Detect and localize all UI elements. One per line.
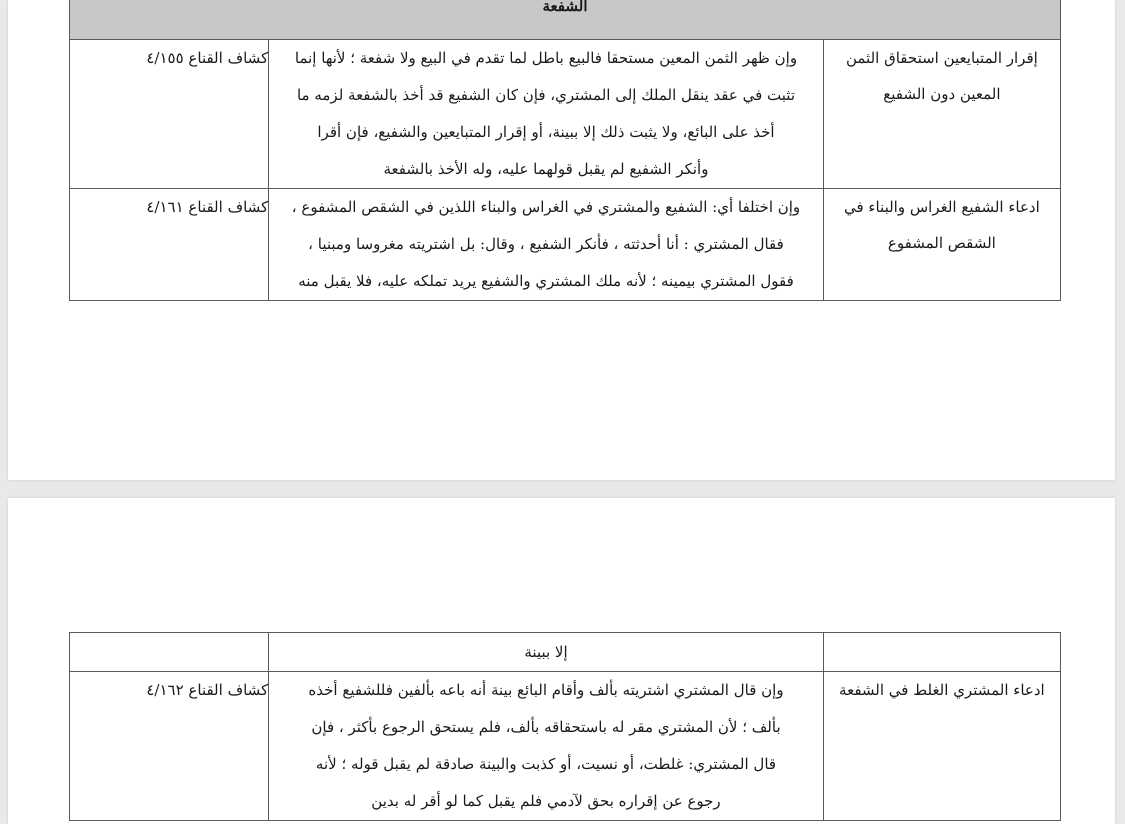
text-line: قال المشتري: غلطت، أو نسيت، أو كذبت والبينة صادقة لم يقبل قوله ؛ لأنه bbox=[315, 755, 777, 773]
topic-line: ادعاء الشفيع الغراس والبناء في bbox=[843, 198, 1040, 216]
text-cell bbox=[269, 40, 824, 189]
text-line: فقول المشتري بيمينه ؛ لأنه ملك المشتري والشفيع يريد تملكه عليه، فلا يقبل منه bbox=[298, 272, 794, 290]
rulings-table-page-1 bbox=[69, 0, 1061, 301]
topic-cell bbox=[823, 189, 1060, 301]
document-page-1 bbox=[8, 0, 1115, 480]
reference-cell: كشاف القناع ٤/١٦١ bbox=[70, 189, 269, 301]
text-line: وإن ظهر الثمن المعين مستحقا فالبيع باطل لما تقدم في البيع ولا شفعة ؛ لأنها إنما bbox=[294, 49, 798, 67]
text-line: تثبت في عقد ينقل الملك إلى المشتري، فإن كان الشفيع قد أخذ بالشفعة لزمه ما bbox=[296, 86, 795, 104]
table-header-row bbox=[70, 0, 1061, 40]
text-line: وإن قال المشتري اشتريته بألف وأقام البائع بينة أنه باعه بألفين فللشفيع أخذه bbox=[308, 681, 784, 699]
empty-topic-cell bbox=[823, 633, 1060, 672]
text-line: وإن اختلفا أي: الشفيع والمشتري في الغراس والبناء اللذين في الشقص المشفوع ، bbox=[291, 198, 801, 216]
rulings-table-page-2 bbox=[69, 632, 1061, 821]
text-line: أخذ على البائع، ولا يثبت ذلك إلا ببينة، أو إقرار المتبايعين والشفيع، فإن أقرا bbox=[317, 123, 775, 141]
section-title: الشفعة bbox=[70, 0, 1061, 40]
reference-cell: كشاف القناع ٤/١٦٢ bbox=[70, 672, 269, 821]
text-cell bbox=[269, 672, 824, 821]
reference-cell: كشاف القناع ٤/١٥٥ bbox=[70, 40, 269, 189]
table-row bbox=[70, 189, 1061, 301]
text-line: رجوع عن إقراره بحق لآدمي فلم يقبل كما لو أقر له بدين bbox=[371, 792, 721, 810]
topic-line: ادعاء المشتري الغلط في الشفعة bbox=[839, 681, 1045, 699]
topic-line: إقرار المتبايعين استحقاق الثمن bbox=[845, 49, 1038, 67]
topic-cell bbox=[823, 672, 1060, 821]
topic-cell bbox=[823, 40, 1060, 189]
table-row bbox=[70, 672, 1061, 821]
table-row bbox=[70, 40, 1061, 189]
topic-line: الشقص المشفوع bbox=[887, 234, 996, 252]
document-page-2 bbox=[8, 498, 1115, 824]
text-line: فقال المشتري : أنا أحدثته ، فأنكر الشفيع ، وقال: بل اشتريته مغروسا ومبنيا ، bbox=[308, 235, 784, 253]
empty-reference-cell bbox=[70, 633, 269, 672]
text-cell bbox=[269, 189, 824, 301]
continuation-text: إلا ببينة bbox=[269, 633, 824, 672]
continuation-row bbox=[70, 633, 1061, 672]
text-line: وأنكر الشفيع لم يقبل قولهما عليه، وله الأخذ بالشفعة bbox=[383, 160, 709, 178]
text-line: بألف ؛ لأن المشتري مقر له باستحقاقه بألف، فلم يستحق الرجوع بأكثر ، فإن bbox=[311, 718, 781, 736]
topic-line: المعين دون الشفيع bbox=[883, 85, 1001, 103]
